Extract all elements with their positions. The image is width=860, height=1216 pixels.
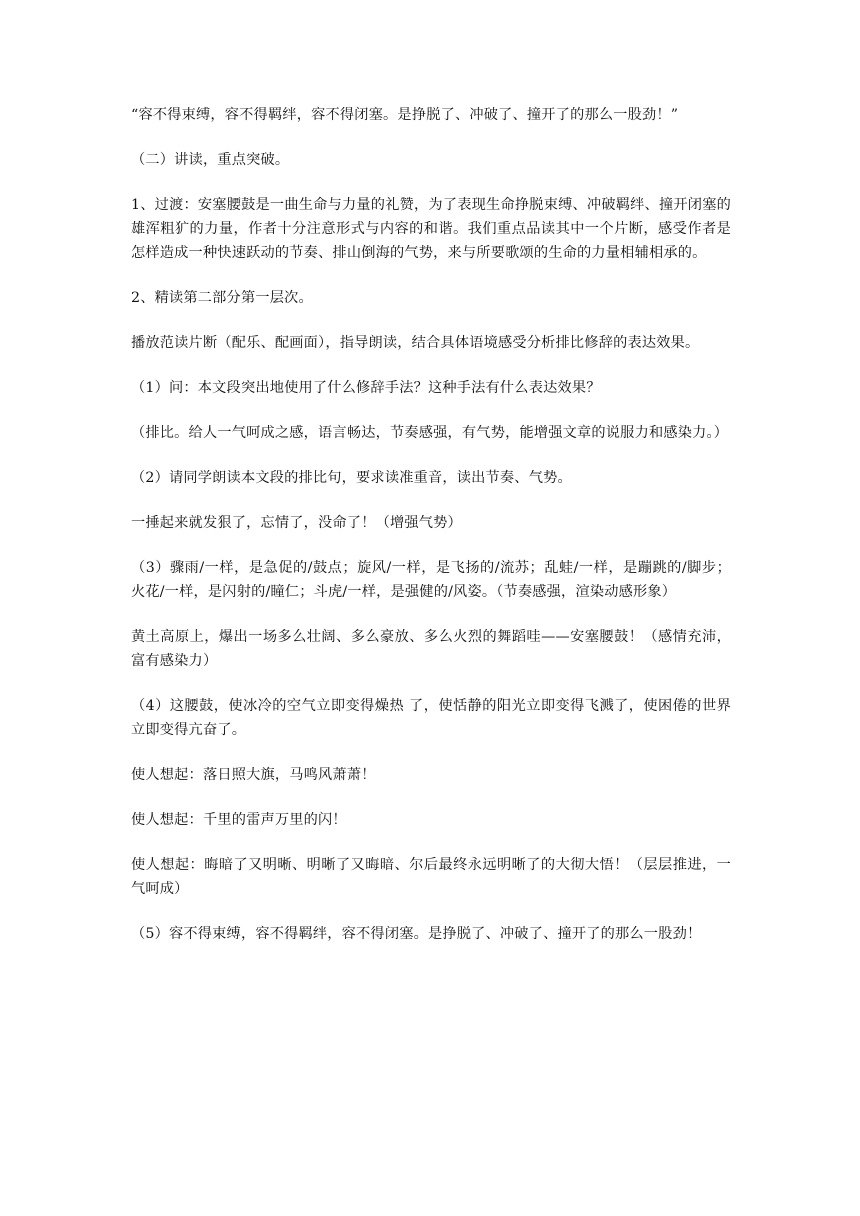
section-heading: （二）讲读，重点突破。 — [131, 152, 290, 168]
instruction-paragraph: 播放范读片断（配乐、配画面），指导朗读，结合具体语境感受分析排比修辞的表达效果。 — [131, 335, 700, 351]
subsection-heading: 2、精读第二部分第一层次。 — [131, 290, 313, 306]
transition-paragraph: 1、过渡：安塞腰鼓是一曲生命与力量的礼赞，为了表现生命挣脱束缚、冲破羁绊、撞开闭塞的雄浑粗犷的力量，作者十分注意形式与内容的和谐。我们重点品读其中一个片断，感受作者是怎样造成一种快速跃动的节奏、排山倒海的气势，来与所要歌颂的生命的力量相辅相承的。 — [131, 197, 731, 261]
point-4: （4）这腰鼓，使冰冷的空气立即变得燥热 了，使恬静的阳光立即变得飞溅了，使困倦的世界立即变得亢奋了。 — [131, 698, 731, 738]
example-sentence: 黄土高原上，爆出一场多么壮阔、多么豪放、多么火烈的舞蹈哇——安塞腰鼓！（感情充沛，富有感染力） — [131, 629, 731, 669]
reminder-line: 使人想起：落日照大旗，马鸣风萧萧！ — [131, 767, 376, 783]
answer-1: （排比。给人一气呵成之感，语言畅达，节奏感强，有气势，能增强文章的说服力和感染力。） — [131, 425, 729, 441]
example-sentence: 一捶起来就发狠了，忘情了，没命了！（增强气势） — [131, 515, 462, 531]
reminder-line: 使人想起：晦暗了又明晰、明晰了又晦暗、尔后最终永远明晰了的大彻大悟！（层层推进，一气呵成） — [131, 857, 731, 897]
point-5: （5）容不得束缚，容不得羁绊，容不得闭塞。是挣脱了、冲破了、撞开了的那么一股劲！ — [131, 926, 702, 942]
question-2: （2）请同学朗读本文段的排比句，要求读准重音，读出节奏、气势。 — [131, 470, 572, 486]
point-3: （3）骤雨/一样，是急促的/鼓点；旋风/一样，是飞扬的/流苏；乱蛙/一样，是蹦跳的/脚步；火花/一样，是闪射的/瞳仁；斗虎/一样，是强健的/风姿。（节奏感强，渲染动感形象） — [131, 560, 731, 600]
reminder-line: 使人想起：千里的雷声万里的闪！ — [131, 812, 347, 828]
document-body — [131, 103, 731, 967]
question-1: （1）问：本文段突出地使用了什么修辞手法？这种手法有什么表达效果？ — [131, 380, 601, 396]
quote-paragraph: “容不得束缚，容不得羁绊，容不得闭塞。是挣脱了、冲破了、撞开了的那么一股劲！” — [131, 107, 679, 123]
